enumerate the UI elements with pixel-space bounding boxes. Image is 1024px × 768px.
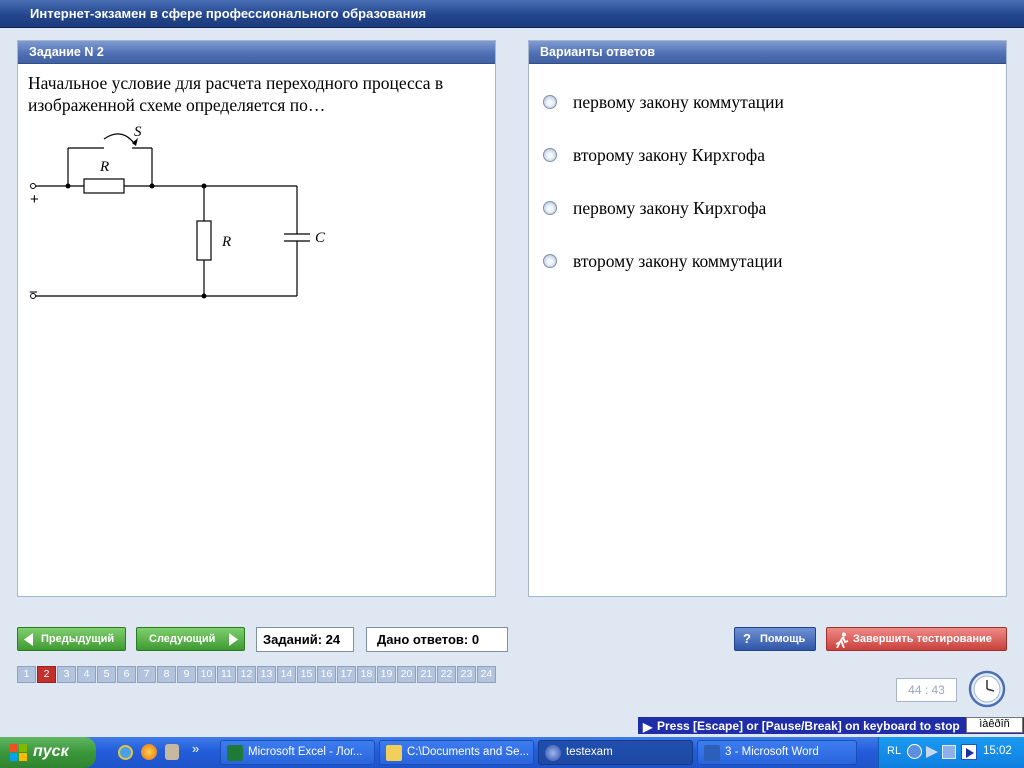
page-button[interactable]: 8 xyxy=(157,666,176,683)
page-button[interactable]: 23 xyxy=(457,666,476,683)
answers-header xyxy=(529,41,1006,64)
page-button[interactable]: 11 xyxy=(217,666,236,683)
network-icon[interactable] xyxy=(942,745,956,759)
answer-label[interactable]: второму закону Кирхгофа xyxy=(573,145,766,165)
page-button[interactable]: 5 xyxy=(97,666,116,683)
answers-given-count: Дано ответов: 0 xyxy=(366,627,508,652)
radio-button[interactable] xyxy=(543,95,557,109)
page-button[interactable]: 20 xyxy=(397,666,416,683)
page-button[interactable]: 21 xyxy=(417,666,436,683)
page-button-current[interactable]: 2 xyxy=(37,666,56,683)
prev-label: Предыдущий xyxy=(41,633,115,645)
next-label: Следующий xyxy=(149,633,216,645)
help-button[interactable] xyxy=(734,627,816,651)
stop-hint-banner xyxy=(638,717,1024,734)
capacitor-label: C xyxy=(315,230,326,246)
page-button[interactable]: 10 xyxy=(197,666,216,683)
task-title: Задание N 2 xyxy=(29,45,104,59)
task-header xyxy=(18,41,495,64)
taskbar-item-testexam[interactable] xyxy=(538,740,693,765)
page-button[interactable]: 18 xyxy=(357,666,376,683)
app-shortcut-icon[interactable] xyxy=(165,744,179,760)
tray-expand-icon[interactable] xyxy=(907,744,922,759)
radio-button[interactable] xyxy=(543,254,557,268)
window-title: Интернет-экзамен в сфере профессионального образования xyxy=(30,6,427,21)
page-button[interactable]: 19 xyxy=(377,666,396,683)
system-tray xyxy=(878,737,1024,768)
page-button[interactable]: 16 xyxy=(317,666,336,683)
timer-display: 44 : 43 xyxy=(896,678,957,702)
clock-icon xyxy=(968,670,1006,708)
language-indicator: ìàêðîñ xyxy=(966,717,1023,733)
arrow-right-icon xyxy=(229,633,239,646)
tray-app-icon[interactable] xyxy=(926,746,938,758)
word-icon xyxy=(704,745,720,761)
start-label: пуск xyxy=(33,743,69,760)
player-tray-icon[interactable] xyxy=(961,744,977,760)
page-button[interactable]: 14 xyxy=(277,666,296,683)
media-player-icon[interactable] xyxy=(141,744,157,760)
taskbar-item-explorer[interactable] xyxy=(379,740,534,765)
minus-terminal-label: − xyxy=(29,284,38,301)
language-indicator-tray[interactable]: RL xyxy=(887,745,902,757)
next-button[interactable] xyxy=(136,627,245,651)
windows-logo-icon xyxy=(10,744,28,762)
taskbar-item-excel[interactable] xyxy=(220,740,375,765)
answer-label[interactable]: первому закону коммутации xyxy=(573,92,784,112)
tasks-count: Заданий: 24 xyxy=(256,627,354,652)
finish-label: Завершить тестирование xyxy=(853,633,992,645)
taskbar-item-word[interactable] xyxy=(697,740,857,765)
page-button[interactable]: 3 xyxy=(57,666,76,683)
question-mark-icon: ? xyxy=(743,631,751,646)
taskbar-item-label: testexam xyxy=(566,746,613,758)
quicklaunch-overflow-icon[interactable]: » xyxy=(192,741,200,756)
answers-panel xyxy=(528,40,1007,597)
testexam-icon xyxy=(545,745,561,761)
taskbar-item-label: Microsoft Excel - Лог... xyxy=(248,746,363,758)
internet-explorer-icon[interactable] xyxy=(118,745,133,760)
prev-button[interactable] xyxy=(17,627,126,651)
circuit-diagram xyxy=(26,121,336,301)
stop-hint-text: Press [Escape] or [Pause/Break] on keyboard to stop xyxy=(657,719,960,733)
answer-label[interactable]: второму закону коммутации xyxy=(573,251,783,271)
finish-test-button[interactable] xyxy=(826,627,1007,651)
page-button[interactable]: 4 xyxy=(77,666,96,683)
running-man-icon xyxy=(835,632,849,648)
question-text: Начальное условие для расчета переходного процесса в изображенной схеме определяется по… xyxy=(28,73,444,115)
radio-button[interactable] xyxy=(543,148,557,162)
page-button[interactable]: 17 xyxy=(337,666,356,683)
page-button[interactable]: 7 xyxy=(137,666,156,683)
page-button[interactable]: 1 xyxy=(17,666,36,683)
taskbar-item-label: 3 - Microsoft Word xyxy=(725,746,819,758)
help-label: Помощь xyxy=(760,633,806,645)
task-panel xyxy=(17,40,496,597)
answer-label[interactable]: первому закону Кирхгофа xyxy=(573,198,767,218)
page-button[interactable]: 12 xyxy=(237,666,256,683)
page-button[interactable]: 13 xyxy=(257,666,276,683)
plus-terminal-label: + xyxy=(30,191,39,208)
resistor-label-2: R xyxy=(222,234,232,250)
page-button[interactable]: 15 xyxy=(297,666,316,683)
resistor-label-1: R xyxy=(100,159,110,175)
excel-icon xyxy=(227,745,243,761)
page-button[interactable]: 6 xyxy=(117,666,136,683)
play-icon: ▶ xyxy=(643,720,653,734)
page-button[interactable]: 9 xyxy=(177,666,196,683)
answers-title: Варианты ответов xyxy=(540,45,656,59)
switch-label: S xyxy=(134,124,142,140)
window-title-bar xyxy=(0,0,1024,28)
page-button[interactable]: 22 xyxy=(437,666,456,683)
clock: 15:02 xyxy=(983,745,1012,757)
page-button[interactable]: 24 xyxy=(477,666,496,683)
folder-icon xyxy=(386,745,402,761)
taskbar-item-label: C:\Documents and Se... xyxy=(407,746,529,758)
radio-button[interactable] xyxy=(543,201,557,215)
taskbar xyxy=(0,737,1024,768)
start-button[interactable] xyxy=(0,737,96,768)
arrow-left-icon xyxy=(24,633,34,646)
